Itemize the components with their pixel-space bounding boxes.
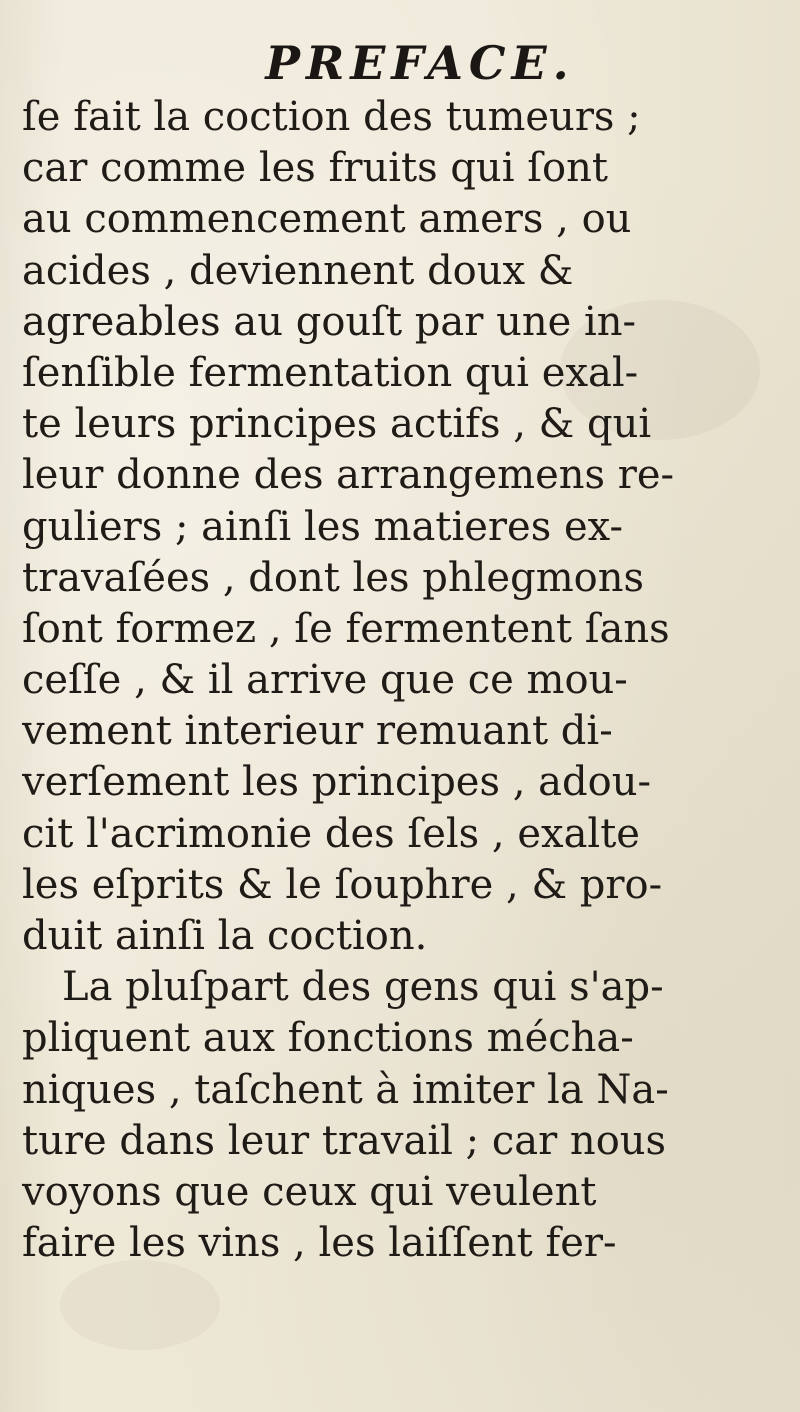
text-line: les eſprits & le ſouphre , & pro- bbox=[22, 861, 663, 908]
text-line: guliers ; ainſi les matieres ex- bbox=[22, 503, 623, 550]
text-line: travaſées , dont les phlegmons bbox=[22, 554, 644, 601]
text-line: agreables au gouſt par une in- bbox=[22, 298, 637, 345]
body-text bbox=[22, 92, 782, 1269]
text-line: duit ainſi la coction. bbox=[22, 913, 428, 959]
running-head: PREFACE. bbox=[265, 36, 575, 90]
text-line: niques , taſchent à imiter la Na- bbox=[22, 1066, 669, 1113]
text-line: ſont formez , ſe fermentent ſans bbox=[22, 605, 670, 652]
text-line: te leurs principes actifs , & qui bbox=[22, 401, 652, 448]
text-line: ture dans leur travail ; car nous bbox=[22, 1117, 667, 1164]
text-line: acides , deviennent doux & bbox=[22, 247, 574, 294]
text-line: faire les vins , les laiſſent fer- bbox=[22, 1220, 617, 1267]
text-line: cit l'acrimonie des ſels , exalte bbox=[22, 810, 640, 857]
text-line: La pluſpart des gens qui s'ap- bbox=[62, 964, 664, 1011]
text-line: pliquent aux fonctions mécha- bbox=[22, 1015, 634, 1062]
text-line: voyons que ceux qui veulent bbox=[22, 1168, 597, 1215]
text-line: ceſſe , & il arrive que ce mou- bbox=[22, 657, 628, 704]
text-line: au commencement amers , ou bbox=[22, 196, 632, 243]
text-line: vement interieur remuant di- bbox=[22, 708, 613, 755]
text-line: car comme les fruits qui ſont bbox=[22, 145, 608, 192]
text-line: verſement les principes , adou- bbox=[22, 759, 651, 806]
text-line: leur donne des arrangemens re- bbox=[22, 452, 675, 499]
text-line: ſenſible fermentation qui exal- bbox=[22, 349, 639, 396]
paper-stain bbox=[60, 1260, 220, 1350]
text-line: ſe fait la coction des tumeurs ; bbox=[22, 94, 641, 140]
